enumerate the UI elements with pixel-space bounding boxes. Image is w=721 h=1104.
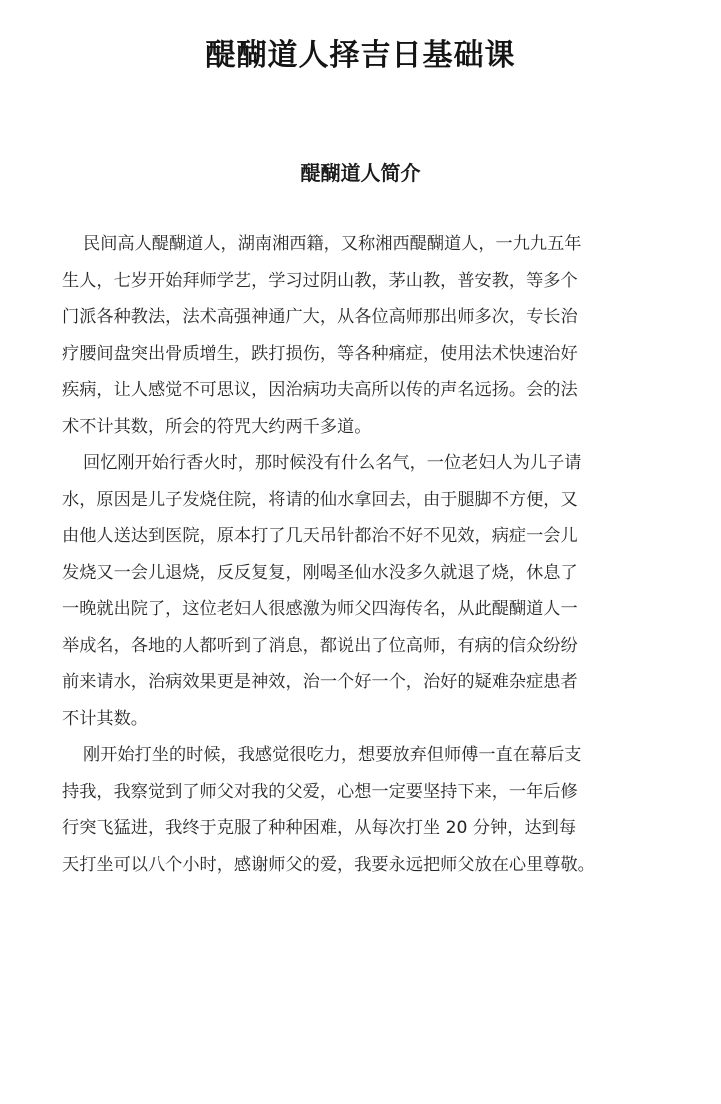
text-line: 举成名，各地的人都听到了消息，都说出了位高师，有病的信众纷纷 <box>62 635 578 656</box>
text-line: 疗腰间盘突出骨质增生，跌打损伤，等各种痛症，使用法术快速治好 <box>62 343 578 364</box>
text-line: 天打坐可以八个小时，感谢师父的爱，我要永远把师父放在心里尊敬。 <box>62 854 595 875</box>
text-line: 行突飞猛进，我终于克服了种种困难，从每次打坐 20 分钟，达到每 <box>62 818 577 838</box>
text-line: 疾病，让人感觉不可思议，因治病功夫高所以传的声名远扬。会的法 <box>62 380 578 400</box>
text-line: 前来请水，治病效果更是神效，治一个好一个，治好的疑难杂症患者 <box>62 672 578 692</box>
document-body <box>62 226 668 883</box>
text-line: 术不计其数，所会的符咒大约两千多道。 <box>62 416 372 437</box>
text-line: 不计其数。 <box>62 708 148 729</box>
paragraph-1 <box>62 226 668 445</box>
text-line: 水，原因是儿子发烧住院，将请的仙水拿回去，由于腿脚不方便，又 <box>62 489 578 510</box>
paragraph-3 <box>62 737 668 883</box>
section-heading: 醍醐道人简介 <box>300 161 421 185</box>
text-line: 发烧又一会儿退烧，反反复复，刚喝圣仙水没多久就退了烧，休息了 <box>62 562 578 583</box>
text-line: 民间高人醍醐道人，湖南湘西籍，又称湘西醍醐道人，一九九五年 <box>83 234 582 254</box>
text-line: 门派各种教法，法术高强神通广大，从各位高师那出师多次，专长治 <box>62 307 578 327</box>
document-title: 醍醐道人择吉日基础课 <box>205 38 516 73</box>
text-line: 刚开始打坐的时候，我感觉很吃力，想要放弃但师傅一直在幕后支 <box>83 745 582 765</box>
text-line: 一晚就出院了，这位老妇人很感激为师父四海传名，从此醍醐道人一 <box>62 599 578 619</box>
text-line: 持我，我察觉到了师父对我的父爱，心想一定要坚持下来，一年后修 <box>62 781 578 802</box>
text-line: 生人，七岁开始拜师学艺，学习过阴山教，茅山教，普安教，等多个 <box>62 270 578 291</box>
paragraph-2 <box>62 445 668 737</box>
text-line: 回忆刚开始行香火时，那时候没有什么名气，一位老妇人为儿子请 <box>83 453 582 473</box>
text-line: 由他人送达到医院，原本打了几天吊针都治不好不见效，病症一会儿 <box>62 526 578 546</box>
